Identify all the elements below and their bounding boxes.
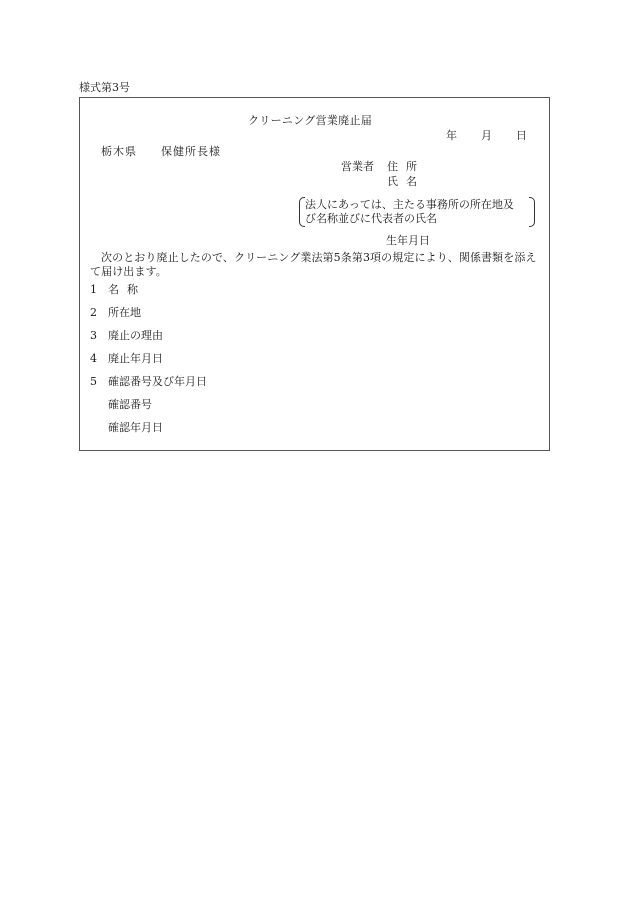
- sub-item-confirmation-number: 確認番号: [108, 398, 152, 411]
- item-number: 5: [90, 375, 97, 388]
- operator-address-label: 住所: [387, 160, 425, 173]
- item-label-closure-date: 廃止年月日: [108, 352, 163, 365]
- document-title: クリーニング営業廃止届: [248, 114, 373, 127]
- corporate-note: [299, 197, 535, 229]
- corporate-note-line1: 法人にあっては、主たる事務所の所在地及: [305, 198, 514, 211]
- form-number: 様式第3号: [79, 81, 130, 94]
- item-label-reason: 廃止の理由: [108, 329, 163, 342]
- date-day-label: 日: [516, 129, 527, 142]
- item-label-confirmation: 確認番号及び年月日: [108, 375, 207, 388]
- operator-label: 営業者: [341, 160, 374, 173]
- addressee-prefecture: 栃木県: [101, 145, 137, 158]
- sub-item-confirmation-date: 確認年月日: [108, 421, 163, 434]
- item-number: 4: [90, 352, 97, 365]
- body-text: 次のとおり廃止したので、クリーニング業法第5条第3項の規定により、関係書類を添えて届け出ます。: [90, 251, 537, 279]
- date-month-label: 月: [481, 129, 492, 142]
- corporate-note-line2: び名称並びに代表者の氏名: [305, 212, 437, 225]
- item-number: 2: [90, 306, 97, 319]
- birth-date-label: 生年月日: [386, 234, 430, 247]
- item-label-location: 所在地: [108, 306, 141, 319]
- addressee-office: 保健所長様: [161, 145, 221, 158]
- right-bracket: [529, 197, 535, 227]
- item-number: 1: [90, 283, 97, 296]
- item-number: 3: [90, 329, 97, 342]
- item-label-name: 名称: [108, 283, 146, 296]
- date-year-label: 年: [446, 129, 457, 142]
- operator-name-label: 氏名: [387, 175, 425, 188]
